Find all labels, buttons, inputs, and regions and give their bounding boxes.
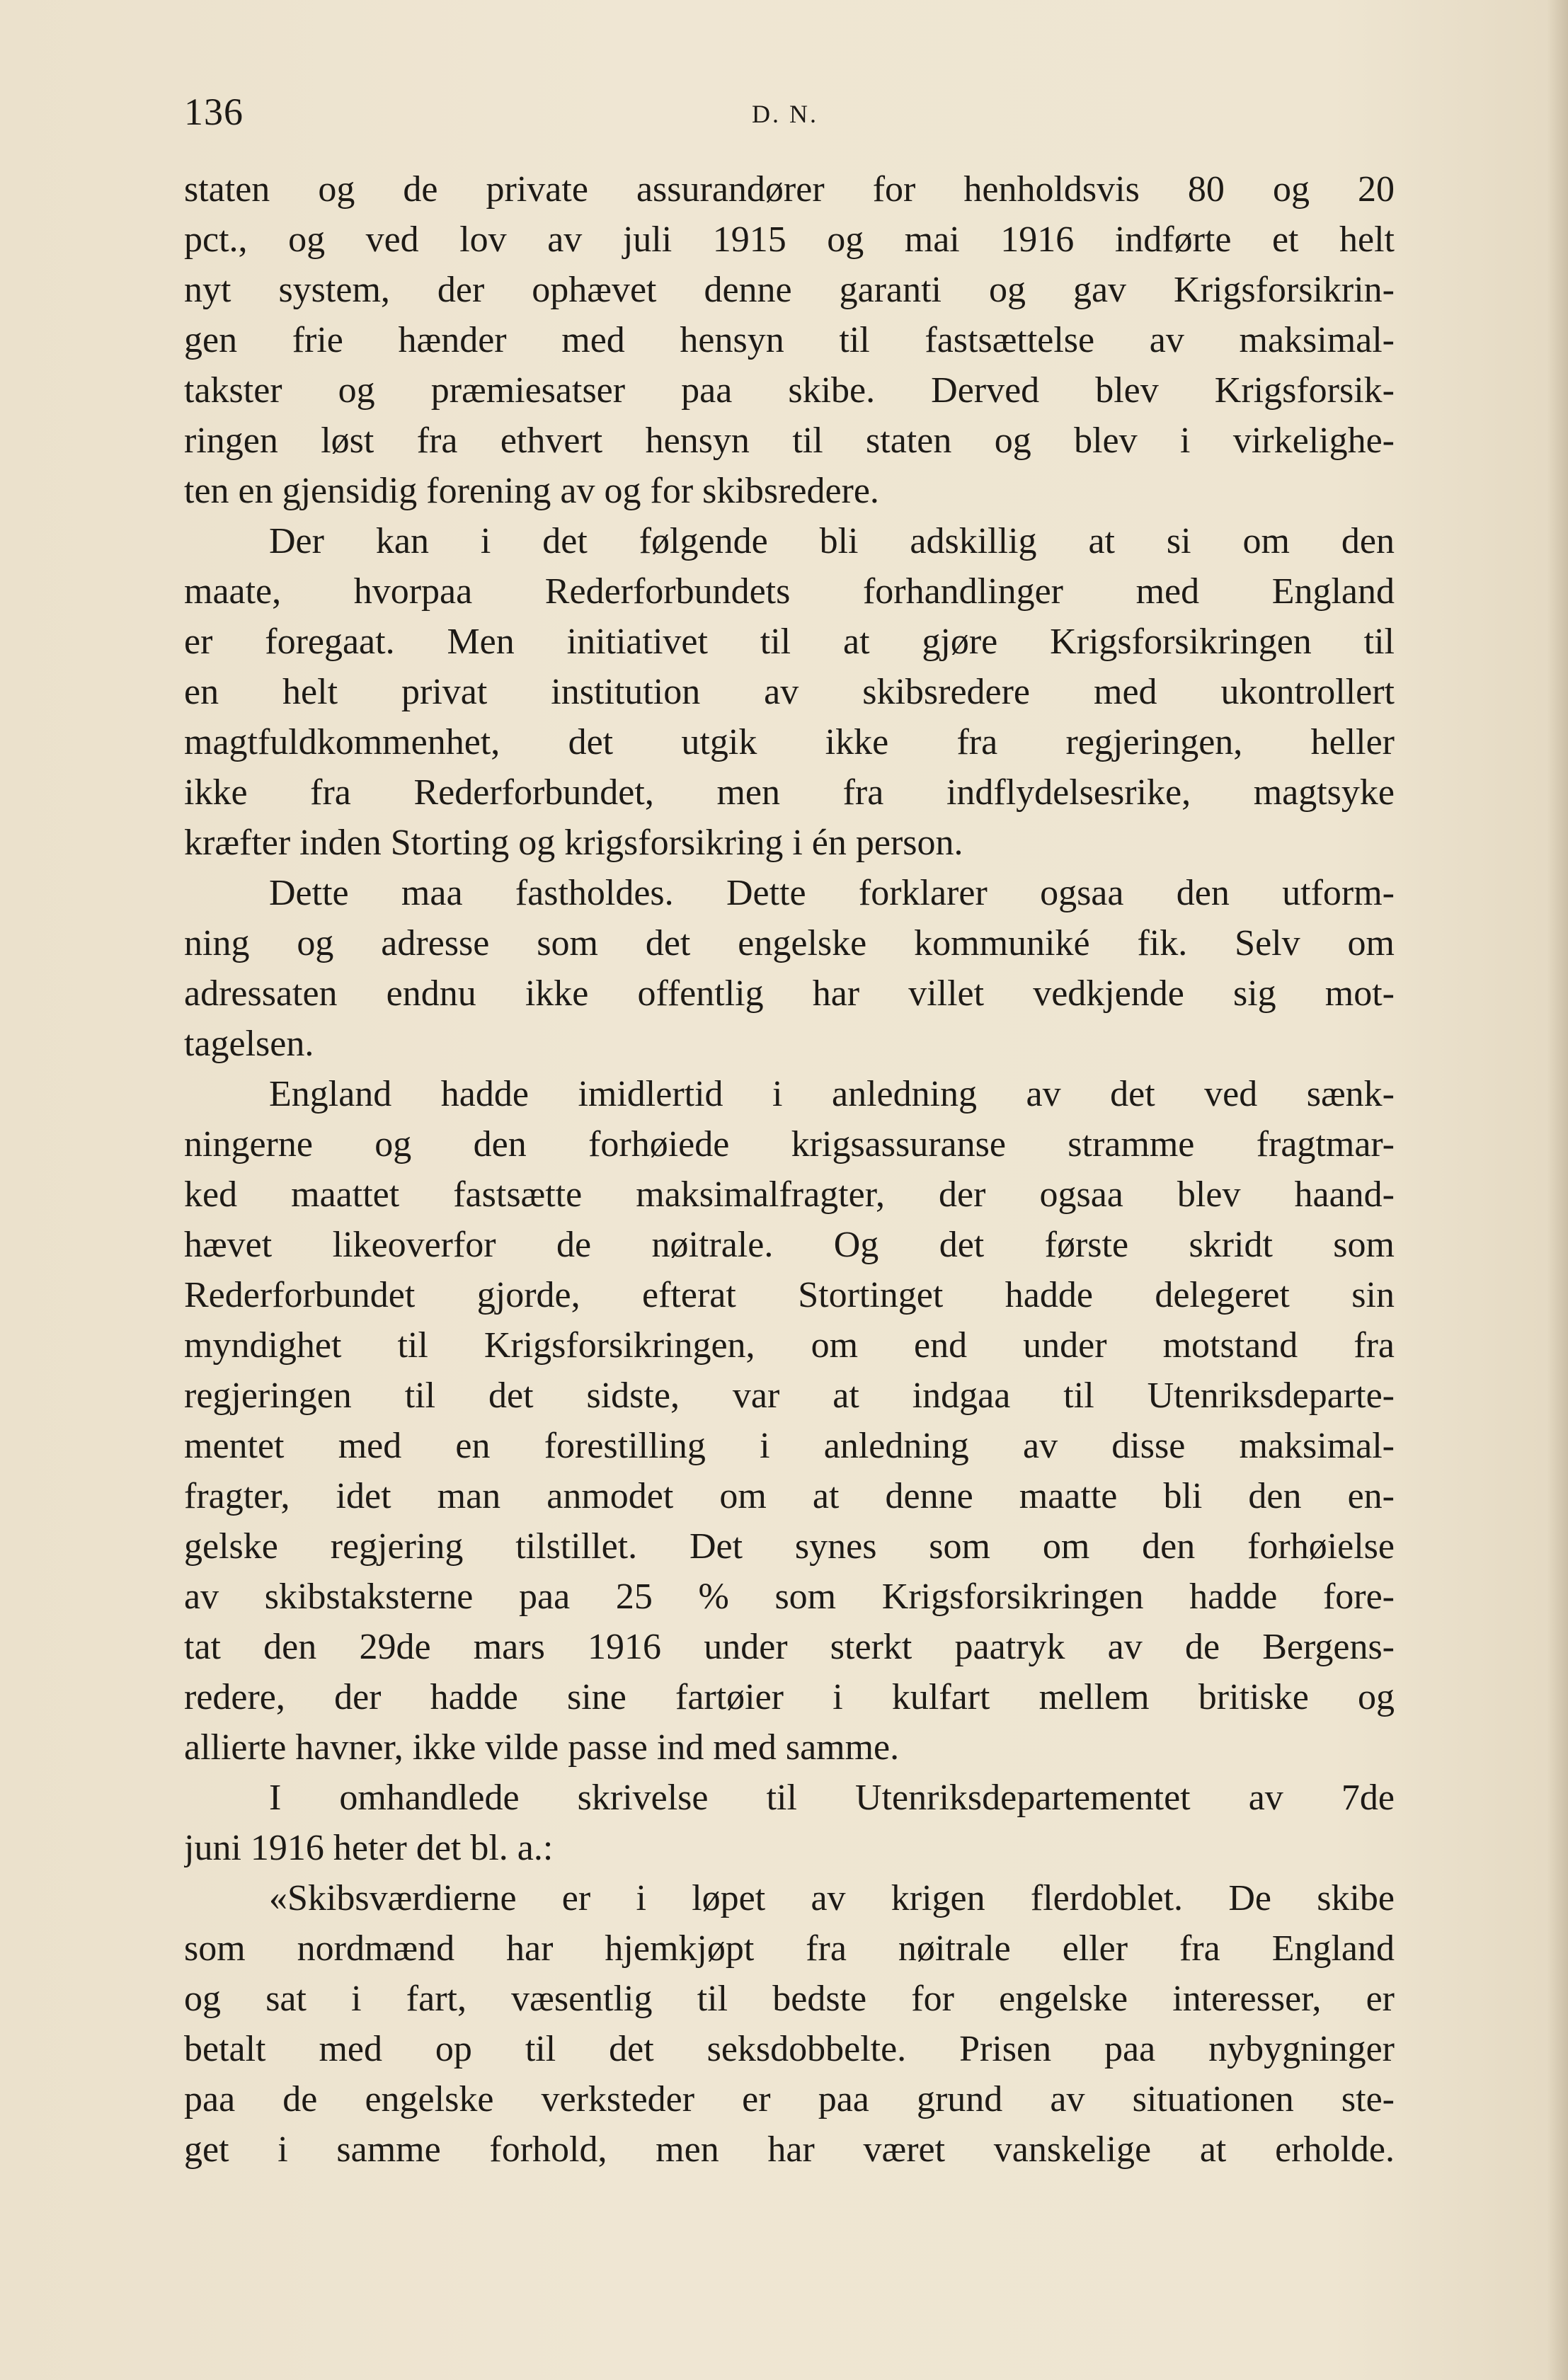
text-line: ning og adresse som det engelske kommuniké fik. Selv om — [184, 923, 1395, 963]
text-line: mentet med en forestilling i anledning av disse maksimal- — [184, 1426, 1395, 1466]
text-line: paa de engelske verksteder er paa grund av situationen ste- — [184, 2079, 1395, 2119]
text-line: kræfter inden Storting og krigsforsikring i én person. — [184, 823, 963, 863]
text-line: staten og de private assurandører for henholdsvis 80 og 20 — [184, 169, 1395, 210]
text-line: magtfuldkommenhet, det utgik ikke fra regjeringen, heller — [184, 722, 1395, 762]
text-line: redere, der hadde sine fartøier i kulfart mellem britiske og — [184, 1677, 1395, 1717]
text-line: tagelsen. — [184, 1024, 314, 1064]
text-line: fragter, idet man anmodet om at denne maatte bli den en- — [184, 1476, 1395, 1516]
text-line: myndighet til Krigsforsikringen, om end under motstand fra — [184, 1325, 1395, 1366]
text-line: ked maattet fastsætte maksimalfragter, der ogsaa blev haand- — [184, 1174, 1395, 1215]
text-line: gen frie hænder med hensyn til fastsættelse av maksimal- — [184, 320, 1395, 360]
paragraph-start-line: Der kan i det følgende bli adskillig at si om den — [269, 521, 1395, 561]
text-line: av skibstaksterne paa 25 % som Krigsforsikringen hadde fore- — [184, 1577, 1395, 1617]
text-line: pct., og ved lov av juli 1915 og mai 1916 indførte et helt — [184, 219, 1395, 260]
running-head: D. N. — [752, 100, 818, 128]
text-line: Rederforbundet gjorde, efterat Stortinget hadde delegeret sin — [184, 1275, 1395, 1315]
text-line: tat den 29de mars 1916 under sterkt paatryk av de Bergens- — [184, 1627, 1395, 1667]
text-line: som nordmænd har hjemkjøpt fra nøitrale eller fra England — [184, 1928, 1395, 1969]
text-line: ringen løst fra ethvert hensyn til staten og blev i virkelighe- — [184, 420, 1395, 461]
page-edge-shadow — [1547, 0, 1568, 2380]
body-text — [184, 164, 1395, 2175]
text-line: ten en gjensidig forening av og for skibsredere. — [184, 471, 879, 511]
text-line: takster og præmiesatser paa skibe. Derved blev Krigsforsik- — [184, 370, 1395, 411]
text-line: ningerne og den forhøiede krigsassuranse stramme fragtmar- — [184, 1124, 1395, 1165]
text-line: juni 1916 heter det bl. a.: — [184, 1828, 554, 1868]
text-line: en helt privat institution av skibsredere med ukontrollert — [184, 672, 1395, 712]
quotation-start-line: «Skibsværdierne er i løpet av krigen flerdoblet. De skibe — [269, 1878, 1395, 1918]
paragraph-start-line: I omhandlede skrivelse til Utenriksdepartementet av 7de — [269, 1778, 1395, 1818]
text-line: og sat i fart, væsentlig til bedste for engelske interesser, er — [184, 1979, 1395, 2019]
text-line: maate, hvorpaa Rederforbundets forhandlinger med England — [184, 571, 1395, 612]
text-line: betalt med op til det seksdobbelte. Prisen paa nybygninger — [184, 2029, 1395, 2069]
text-line: ikke fra Rederforbundet, men fra indflydelsesrike, magtsyke — [184, 772, 1395, 813]
paragraph-start-line: Dette maa fastholdes. Dette forklarer ogsaa den utform- — [269, 873, 1395, 913]
text-line: allierte havner, ikke vilde passe ind med samme. — [184, 1727, 900, 1768]
text-line: gelske regjering tilstillet. Det synes som om den forhøielse — [184, 1526, 1395, 1567]
text-line: nyt system, der ophævet denne garanti og gav Krigsforsikrin- — [184, 270, 1395, 310]
text-line: er foregaat. Men initiativet til at gjøre Krigsforsikringen til — [184, 622, 1395, 662]
page-header — [184, 89, 1395, 139]
paragraph-start-line: England hadde imidlertid i anledning av det ved sænk- — [269, 1074, 1395, 1114]
text-line: adressaten endnu ikke offentlig har villet vedkjende sig mot- — [184, 973, 1395, 1014]
text-line: get i samme forhold, men har været vanskelige at erholde. — [184, 2129, 1395, 2170]
page-number: 136 — [184, 91, 244, 133]
text-line: hævet likeoverfor de nøitrale. Og det første skridt som — [184, 1225, 1395, 1265]
text-line: regjeringen til det sidste, var at indgaa til Utenriksdeparte- — [184, 1375, 1395, 1416]
